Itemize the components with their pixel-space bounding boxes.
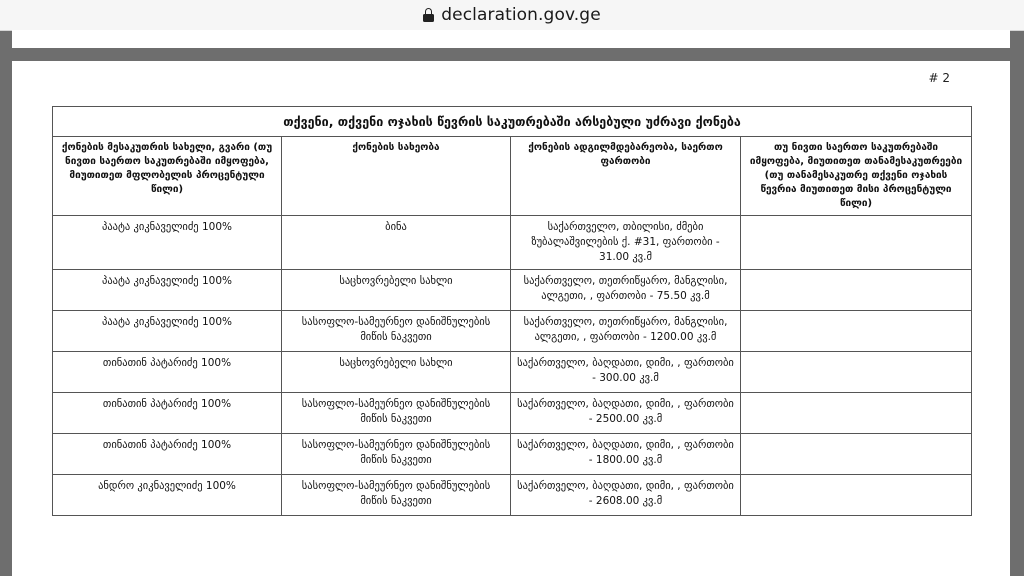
cell-co-owners bbox=[741, 352, 972, 393]
cell-co-owners bbox=[741, 216, 972, 270]
cell-type: სასოფლო-სამეურნეო დანიშნულების მიწის ნაკვეთი bbox=[282, 311, 511, 352]
cell-owner: პაატა კიკნაველიძე 100% bbox=[53, 311, 282, 352]
cell-owner: თინათინ პატარიძე 100% bbox=[53, 434, 282, 475]
cell-owner: თინათინ პატარიძე 100% bbox=[53, 352, 282, 393]
url-text[interactable]: declaration.gov.ge bbox=[441, 5, 601, 25]
table-row bbox=[53, 270, 972, 311]
cell-co-owners bbox=[741, 311, 972, 352]
table-title: თქვენი, თქვენი ოჯახის წევრის საკუთრებაში არსებული უძრავი ქონება bbox=[53, 107, 972, 137]
cell-type: საცხოვრებელი სახლი bbox=[282, 352, 511, 393]
cell-location: საქართველო, ბაღდათი, დიმი, , ფართობი - 2608.00 კვ.მ bbox=[511, 475, 741, 516]
cell-owner: თინათინ პატარიძე 100% bbox=[53, 393, 282, 434]
cell-co-owners bbox=[741, 393, 972, 434]
cell-co-owners bbox=[741, 434, 972, 475]
cell-type: სასოფლო-სამეურნეო დანიშნულების მიწის ნაკვეთი bbox=[282, 434, 511, 475]
property-table bbox=[52, 106, 972, 516]
table-row bbox=[53, 475, 972, 516]
url-display[interactable] bbox=[423, 5, 601, 25]
cell-type: სასოფლო-სამეურნეო დანიშნულების მიწის ნაკვეთი bbox=[282, 393, 511, 434]
cell-owner: პაატა კიკნაველიძე 100% bbox=[53, 270, 282, 311]
cell-co-owners bbox=[741, 475, 972, 516]
table-row bbox=[53, 216, 972, 270]
cell-location: საქართველო, თეთრიწყარო, მანგლისი, ალგეთი, , ფართობი - 1200.00 კვ.მ bbox=[511, 311, 741, 352]
document-page bbox=[12, 61, 1010, 576]
cell-location: საქართველო, თბილისი, ძმები ზუბალაშვილების ქ. #31, ფართობი - 31.00 კვ.მ bbox=[511, 216, 741, 270]
cell-owner: ანდრო კიკნაველიძე 100% bbox=[53, 475, 282, 516]
table-row bbox=[53, 352, 972, 393]
cell-location: საქართველო, ბაღდათი, დიმი, , ფართობი - 2500.00 კვ.მ bbox=[511, 393, 741, 434]
table-row bbox=[53, 393, 972, 434]
cell-type: სასოფლო-სამეურნეო დანიშნულების მიწის ნაკვეთი bbox=[282, 475, 511, 516]
cell-owner: პაატა კიკნაველიძე 100% bbox=[53, 216, 282, 270]
cell-location: საქართველო, თეთრიწყარო, მანგლისი, ალგეთი, , ფართობი - 75.50 კვ.მ bbox=[511, 270, 741, 311]
cell-location: საქართველო, ბაღდათი, დიმი, , ფართობი - 1800.00 კვ.მ bbox=[511, 434, 741, 475]
lock-icon bbox=[423, 8, 434, 22]
table-row bbox=[53, 434, 972, 475]
cell-co-owners bbox=[741, 270, 972, 311]
cell-type: ბინა bbox=[282, 216, 511, 270]
header-owner: ქონების მესაკუთრის სახელი, გვარი (თუ ნივთი საერთო საკუთრებაში იმყოფება, მიუთითეთ მფლობელის პროცენტული წილი) bbox=[53, 137, 282, 216]
header-location-area: ქონების ადგილმდებარეობა, საერთო ფართობი bbox=[511, 137, 741, 216]
address-bar[interactable] bbox=[0, 0, 1024, 31]
header-co-owners: თუ ნივთი საერთო საკუთრებაში იმყოფება, მიუთითეთ თანამესაკუთრეები (თუ თანამესაკუთრე თქვენი ოჯახის წევრია მიუთითეთ მისი პროცენტული წილი) bbox=[741, 137, 972, 216]
page-number: # 2 bbox=[928, 71, 950, 85]
table-row bbox=[53, 311, 972, 352]
header-property-type: ქონების სახეობა bbox=[282, 137, 511, 216]
cell-location: საქართველო, ბაღდათი, დიმი, , ფართობი - 300.00 კვ.მ bbox=[511, 352, 741, 393]
previous-page-edge bbox=[12, 30, 1010, 48]
cell-type: საცხოვრებელი სახლი bbox=[282, 270, 511, 311]
